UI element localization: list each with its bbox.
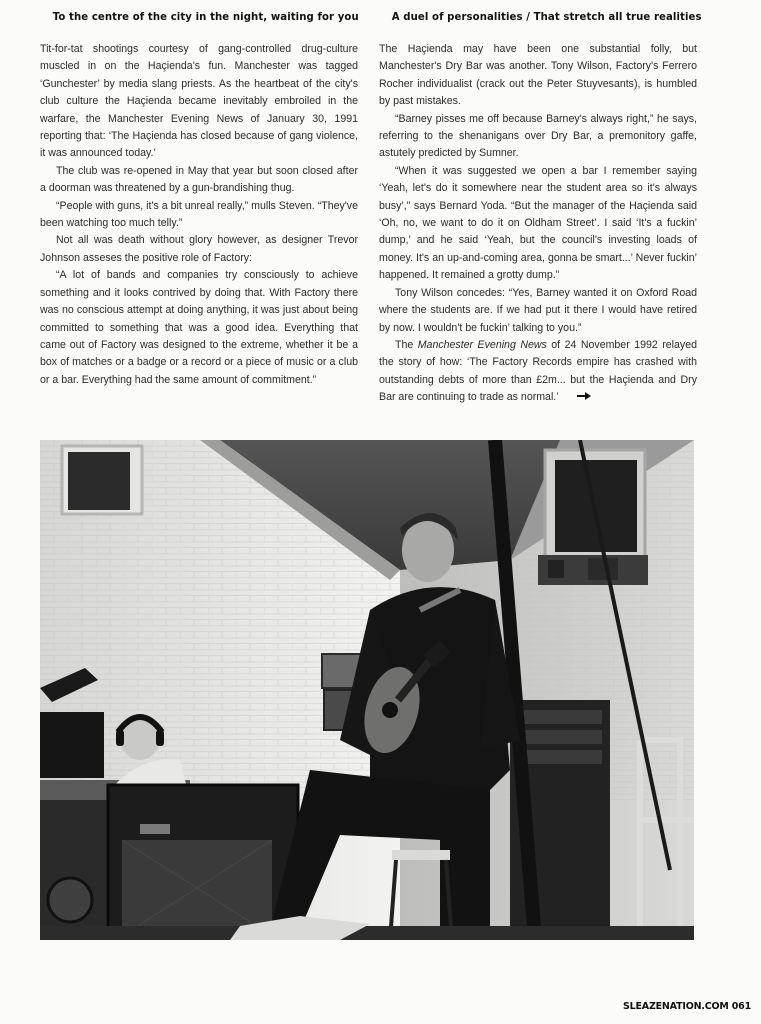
arrow-right-icon — [561, 389, 591, 406]
article-paragraph: “Barney pisses me off because Barney's always right,” he says, referring to the shenanigans over Dry Bar, a premonitory gaffe, astutely predicted by Sumner. — [379, 112, 697, 160]
right-column-heading: A duel of personalities / That stretch all true realities — [391, 10, 702, 23]
studio-photograph — [40, 440, 694, 940]
article-paragraph: The club was re-opened in May that year but soon closed after a doorman was threatened by a gun-brandishing thug. — [40, 164, 358, 195]
page-footer: SLEAZENATION.COM 061 — [623, 1001, 751, 1012]
article-paragraph: Tit-for-tat shootings courtesy of gang-controlled drug-culture muscled in on the Haçienda's fun. Manchester was tagged ‘Gunchester’ by media slang priests. As the heartbeat of the city's club culture the Haçienda became inevitably embroiled in the warfare, the Manchester Evening News of January 30, 1991 reporting that: ‘The Haçienda has closed because of gang violence, it was announced today.’ — [40, 43, 358, 160]
article-paragraph: Not all was death without glory however, as designer Trevor Johnson asseses the positive role of Factory: — [40, 234, 358, 264]
amp-badge — [140, 824, 170, 834]
article-paragraph: Tony Wilson concedes: “Yes, Barney wanted it on Oxford Road where the students are. If we had put it there I would have retired by now. I wouldn't be fuckin’ talking to you.” — [379, 286, 697, 334]
newspaper-title: Manchester Evening News — [417, 338, 547, 351]
studio-photograph-illustration — [40, 440, 694, 940]
text-run: of 24 November 1992 relayed the story of how: ‘The Factory Records empire has crashed with outstanding debts of more than £2m... but the Haçienda and Dry Bar are continuing to trade as normal.’ — [379, 338, 697, 404]
article-paragraph: The Haçienda may have been one substantial folly, but Manchester's Dry Bar was another. Tony Wilson, Factory's Ferrero Rocher individualist (crack out the Peter Stuyvesants), is humbled by past mistakes. — [379, 43, 697, 108]
right-column — [379, 10, 702, 407]
article-paragraph: “People with guns, it's a bit unreal really,” mulls Steven. “They've been watching too much telly.” — [40, 199, 358, 230]
article-paragraph-last — [379, 337, 697, 407]
left-column — [40, 10, 358, 389]
article-paragraph: “When it was suggested we open a bar I remember saying ‘Yeah, let's do it somewhere near the student area so it's always busy’,” says Bernard Yoda. “But the manager of the Haçienda said ‘Oh, no, we want to do it on Oldham Street’. I said ‘It's a fuckin’ dump,’ and he said ‘Yeah, but the council's investing loads of money. It's an up-and-coming area, gonna be smart...’ Never fuckin’ happened. It remained a grotty dump.” — [379, 164, 697, 282]
article-paragraph: “A lot of bands and companies try consciously to achieve something and it looks contrived by doing that. With Factory there was no conscious attempt at doing anything, it was just about being committed to something that was a good idea. Everything that came out of Factory was designed to the extreme, whether it be a box of matches or a badge or a record or a piece of music or a club or a bar. Everything had the same amount of commitment.” — [40, 269, 358, 386]
left-column-heading: To the centre of the city in the night, waiting for you — [52, 10, 359, 23]
text-run: The — [395, 338, 418, 351]
